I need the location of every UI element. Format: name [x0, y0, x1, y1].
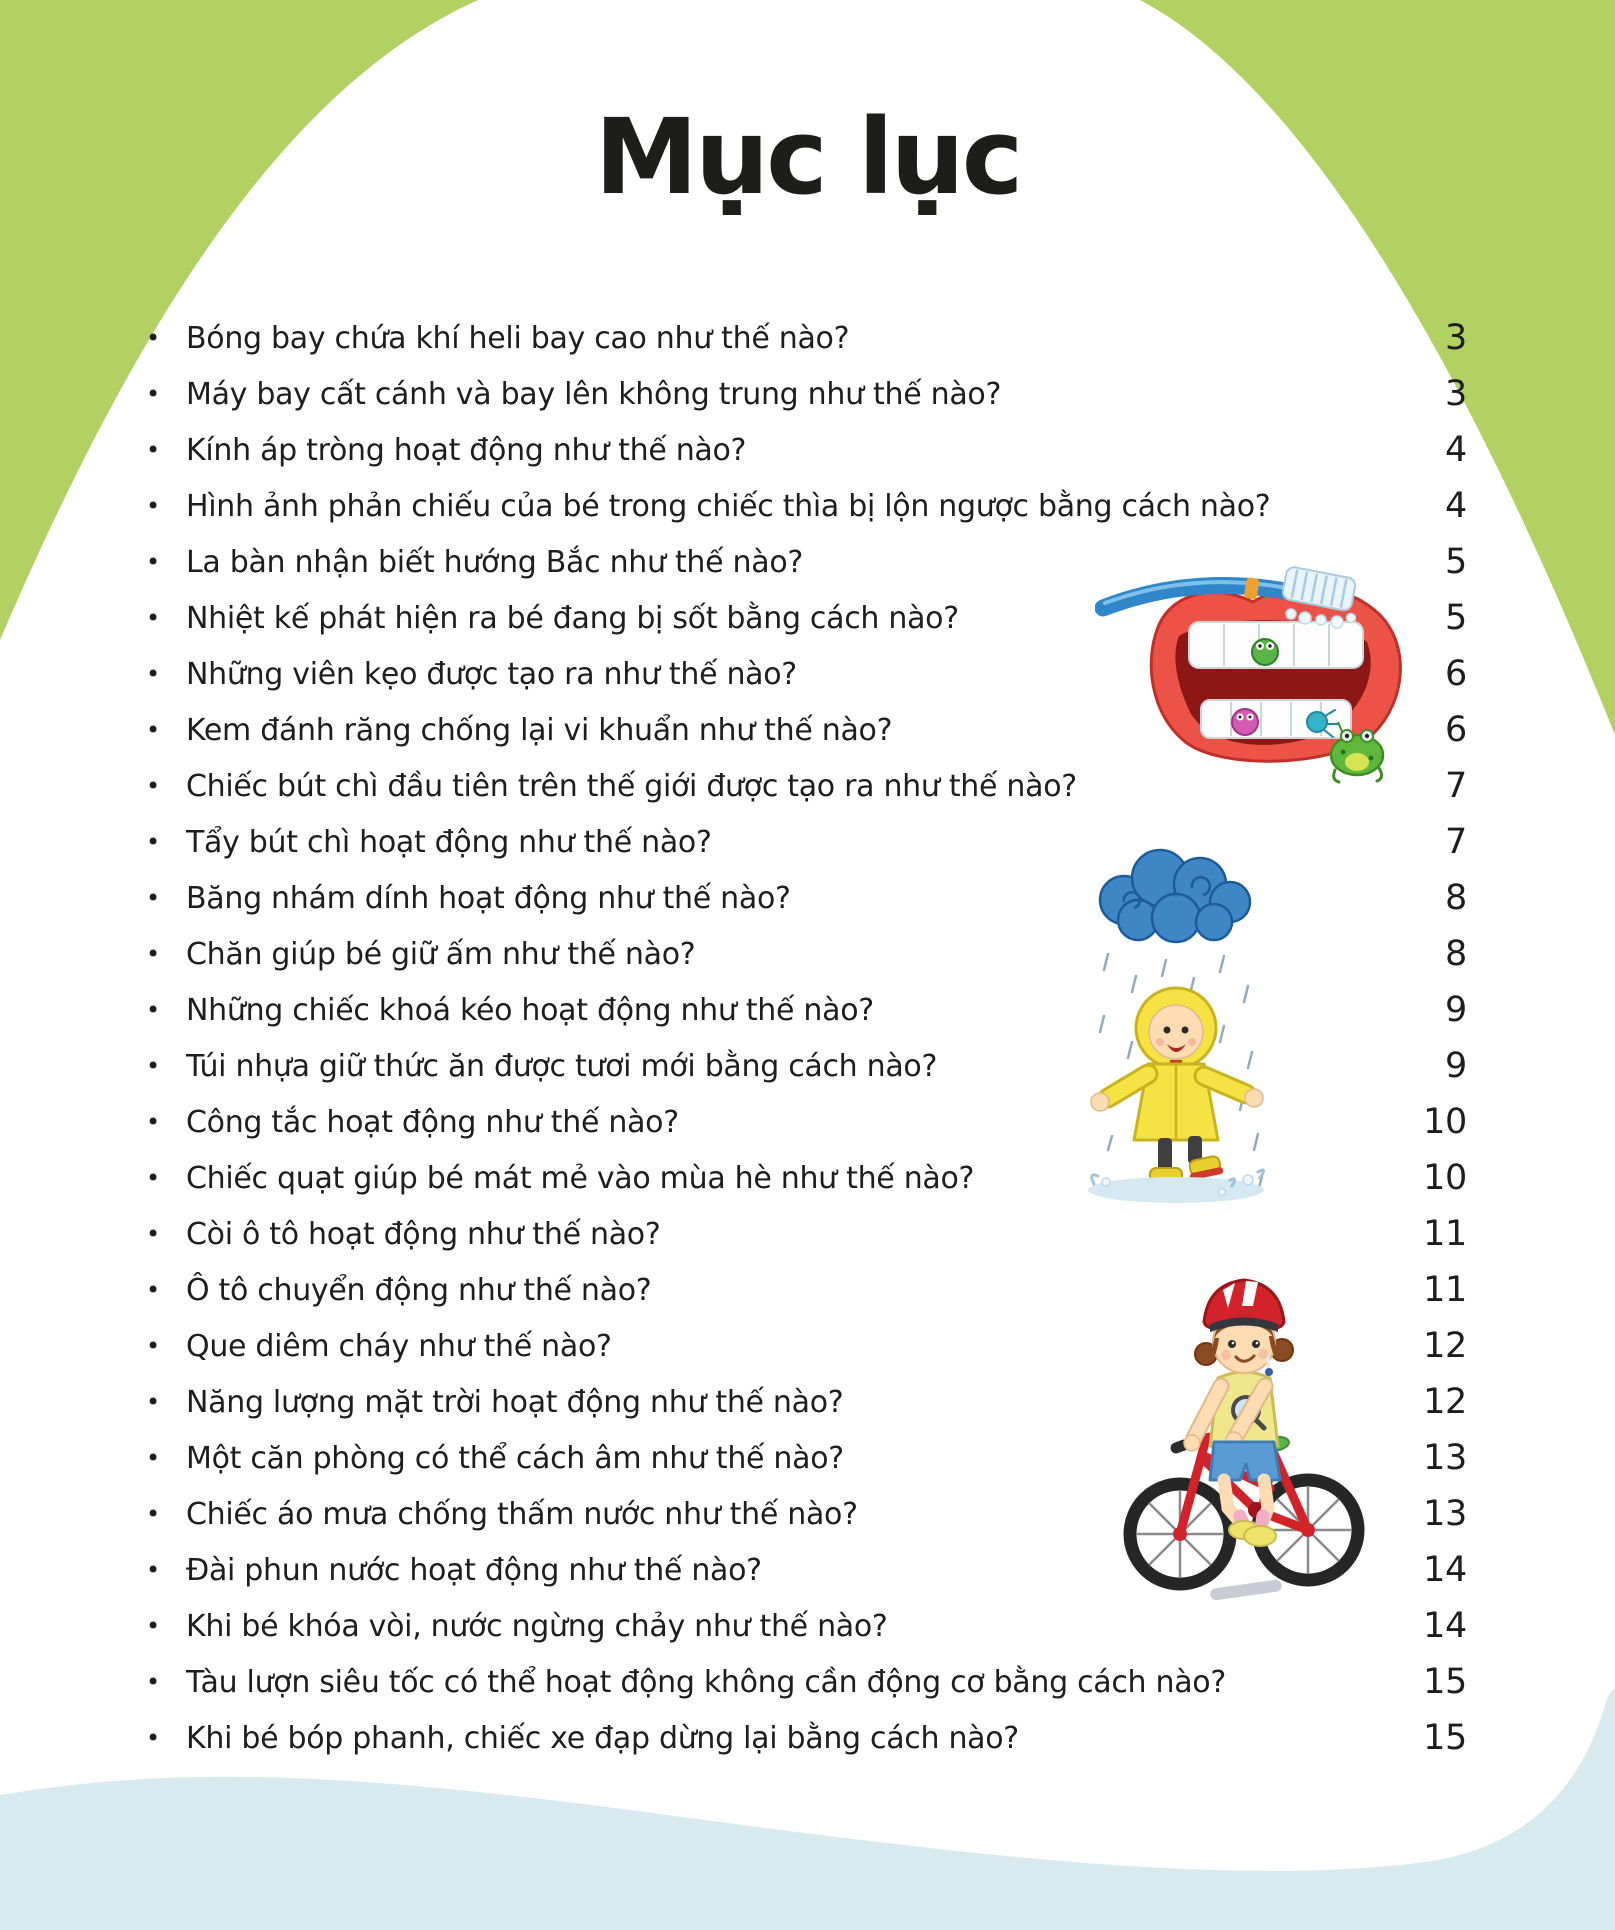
bullet-dot: •: [146, 1388, 160, 1416]
bullet-dot: •: [146, 884, 160, 912]
toc-entry-label: Một căn phòng có thể cách âm như thế nào?: [186, 1440, 844, 1476]
bullet-dot: •: [146, 1332, 160, 1360]
page-title: Mục lục: [594, 96, 1021, 218]
rain-cloud-child-illustration: [1072, 836, 1282, 1206]
toc-entry-label: Khi bé khóa vòi, nước ngừng chảy như thế nào?: [186, 1608, 888, 1644]
toc-entry-label: Nhiệt kế phát hiện ra bé đang bị sốt bằng cách nào?: [186, 600, 959, 636]
bullet-dot: •: [146, 436, 160, 464]
toc-entry-label: Chăn giúp bé giữ ấm như thế nào?: [186, 936, 696, 972]
bullet-dot: •: [146, 380, 160, 408]
toc-entry-label: Những chiếc khoá kéo hoạt động như thế nào?: [186, 992, 874, 1028]
toc-entry-page: 13: [1423, 1494, 1467, 1534]
toc-entry-page: 9: [1445, 990, 1467, 1030]
toc-entry: [140, 1206, 1467, 1262]
toc-entry-label: Những viên kẹo được tạo ra như thế nào?: [186, 656, 797, 692]
bullet-dot: •: [146, 1612, 160, 1640]
toc-entry-label: Khi bé bóp phanh, chiếc xe đạp dừng lại bằng cách nào?: [186, 1720, 1019, 1756]
toc-entry-label: Năng lượng mặt trời hoạt động như thế nào?: [186, 1384, 844, 1420]
germ-pink: [1232, 709, 1258, 735]
rain-cloud: [1100, 850, 1250, 942]
toc-entry-page: 8: [1445, 878, 1467, 918]
toc-entry-page: 15: [1423, 1718, 1467, 1758]
toc-entry-label: Bóng bay chứa khí heli bay cao như thế nào?: [186, 320, 850, 356]
toc-entry-label: Chiếc áo mưa chống thấm nước như thế nào?: [186, 1496, 858, 1532]
bullet-dot: •: [146, 604, 160, 632]
toc-entry-page: 3: [1445, 318, 1467, 358]
toc-entry-page: 4: [1445, 430, 1467, 470]
toc-entry-label: Ô tô chuyển động như thế nào?: [186, 1272, 652, 1308]
left-hand: [1184, 1435, 1200, 1451]
toc-entry-label: Công tắc hoạt động như thế nào?: [186, 1104, 679, 1140]
toothbrush-mouth-illustration: [1095, 552, 1415, 792]
right-shoe: [1244, 1526, 1276, 1546]
toc-entry-page: 6: [1445, 654, 1467, 694]
toc-entry-page: 8: [1445, 934, 1467, 974]
bullet-dot: •: [146, 1668, 160, 1696]
toc-entry-page: 14: [1423, 1606, 1467, 1646]
toc-entry-page: 10: [1423, 1102, 1467, 1142]
toc-entry-page: 5: [1445, 598, 1467, 638]
toc-entry-label: Kem đánh răng chống lại vi khuẩn như thế nào?: [186, 712, 893, 748]
toc-entry-label: La bàn nhận biết hướng Bắc như thế nào?: [186, 544, 803, 580]
bullet-dot: •: [146, 1108, 160, 1136]
skid-mark: [1210, 1579, 1283, 1601]
toc-entry-label: Tẩy bút chì hoạt động như thế nào?: [186, 824, 712, 860]
toc-entry: [140, 1654, 1467, 1710]
toc-entry: [140, 478, 1467, 534]
toc-entry-page: 4: [1445, 486, 1467, 526]
toc-entry-label: Đài phun nước hoạt động như thế nào?: [186, 1552, 762, 1588]
toc-entry-page: 12: [1423, 1382, 1467, 1422]
toc-entry-label: Túi nhựa giữ thức ăn được tươi mới bằng cách nào?: [186, 1048, 938, 1084]
bullet-dot: •: [146, 492, 160, 520]
left-leg: [1158, 1138, 1172, 1172]
bullet-dot: •: [146, 1500, 160, 1528]
toc-entry-label: Chiếc quạt giúp bé mát mẻ vào mùa hè như thế nào?: [186, 1160, 975, 1196]
bullet-dot: •: [146, 996, 160, 1024]
bullet-dot: •: [146, 1220, 160, 1248]
bullet-dot: •: [146, 1556, 160, 1584]
toc-entry: [140, 422, 1467, 478]
toc-entry-page: 10: [1423, 1158, 1467, 1198]
toc-entry-label: Băng nhám dính hoạt động như thế nào?: [186, 880, 791, 916]
toc-entry-label: Que diêm cháy như thế nào?: [186, 1328, 612, 1364]
bullet-dot: •: [146, 828, 160, 856]
toc-entry-label: Hình ảnh phản chiếu của bé trong chiếc thìa bị lộn ngược bằng cách nào?: [186, 488, 1271, 524]
left-hand: [1091, 1093, 1109, 1111]
bullet-dot: •: [146, 1724, 160, 1752]
raincoat-child: [1091, 988, 1263, 1188]
right-sock: [1262, 1516, 1263, 1522]
bullet-dot: •: [146, 1276, 160, 1304]
toc-entry-page: 6: [1445, 710, 1467, 750]
toc-entry: [140, 1710, 1467, 1766]
girl-bicycle-illustration: [1122, 1258, 1367, 1608]
bullet-dot: •: [146, 1052, 160, 1080]
toc-entry: [140, 310, 1467, 366]
toc-entry-page: 11: [1423, 1214, 1467, 1254]
toc-entry-page: 12: [1423, 1326, 1467, 1366]
toc-entry: [140, 366, 1467, 422]
bullet-dot: •: [146, 1444, 160, 1472]
toc-entry-page: 13: [1423, 1438, 1467, 1478]
toc-entry-page: 9: [1445, 1046, 1467, 1086]
toc-entry-label: Còi ô tô hoạt động như thế nào?: [186, 1216, 661, 1252]
toc-entry-page: 7: [1445, 766, 1467, 806]
toc-entry-label: Máy bay cất cánh và bay lên không trung như thế nào?: [186, 376, 1002, 412]
toc-entry-page: 14: [1423, 1550, 1467, 1590]
toc-entry-page: 3: [1445, 374, 1467, 414]
bullet-dot: •: [146, 324, 160, 352]
bullet-dot: •: [146, 772, 160, 800]
bullet-dot: •: [146, 1164, 160, 1192]
toc-entry-label: Tàu lượn siêu tốc có thể hoạt động không cần động cơ bằng cách nào?: [186, 1664, 1226, 1700]
strap-bead: [1265, 1368, 1273, 1376]
toc-entry-label: Kính áp tròng hoạt động như thế nào?: [186, 432, 747, 468]
toc-entry-label: Chiếc bút chì đầu tiên trên thế giới được tạo ra như thế nào?: [186, 768, 1077, 804]
toc-entry-page: 11: [1423, 1270, 1467, 1310]
toc-entry-page: 5: [1445, 542, 1467, 582]
bullet-dot: •: [146, 660, 160, 688]
germ-green: [1252, 639, 1278, 665]
bullet-dot: •: [146, 716, 160, 744]
toc-entry-page: 15: [1423, 1662, 1467, 1702]
bullet-dot: •: [146, 940, 160, 968]
bullet-dot: •: [146, 548, 160, 576]
right-hand: [1245, 1089, 1263, 1107]
toc-entry-page: 7: [1445, 822, 1467, 862]
